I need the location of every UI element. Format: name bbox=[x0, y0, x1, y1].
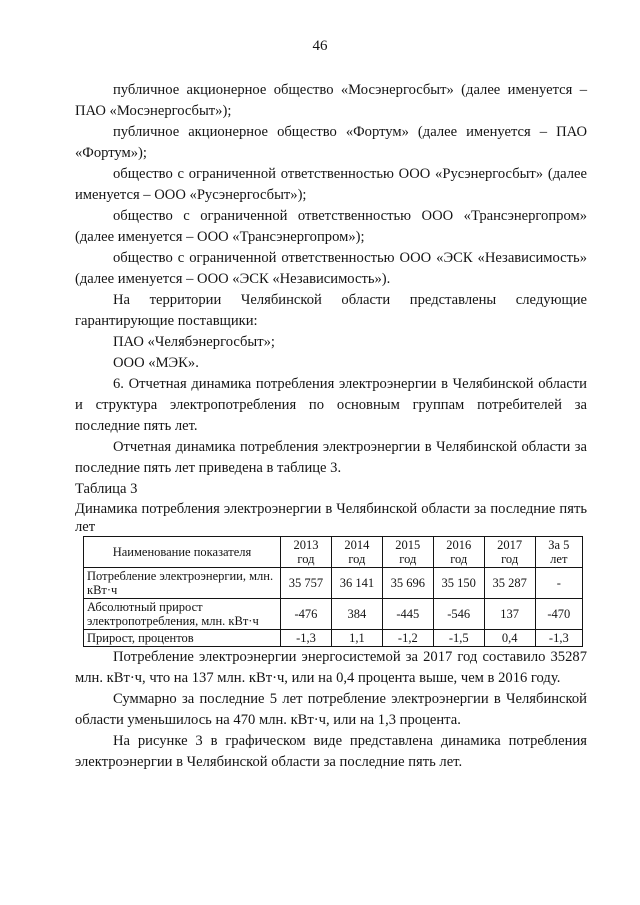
table-header-cell: 2013 год bbox=[281, 537, 332, 568]
table-header-cell: 2014 год bbox=[331, 537, 382, 568]
consumption-table bbox=[83, 536, 583, 647]
paragraph: общество с ограниченной ответственностью ООО «ЭСК «Независимость» (далее именуется – ООО «ЭСК «Независимость»). bbox=[75, 250, 587, 287]
paragraph: общество с ограниченной ответственностью ООО «Русэнергосбыт» (далее именуется – ООО «Русэнергосбыт»); bbox=[75, 166, 587, 203]
table-cell: - bbox=[535, 568, 582, 599]
table-cell: -1,3 bbox=[281, 630, 332, 647]
table-header-cell: 2015 год bbox=[382, 537, 433, 568]
table-cell: -546 bbox=[433, 599, 484, 630]
table-cell: 35 150 bbox=[433, 568, 484, 599]
table-cell: Прирост, процентов bbox=[84, 630, 281, 647]
document-body bbox=[75, 80, 587, 773]
table-label: Таблица 3 bbox=[75, 481, 138, 497]
paragraph: Суммарно за последние 5 лет потребление электроэнергии в Челябинской области уменьшилось на 470 млн. кВт·ч, или на 1,3 процента. bbox=[75, 691, 587, 728]
paragraph: ПАО «Челябэнергосбыт»; bbox=[113, 334, 275, 350]
table-row bbox=[84, 599, 583, 630]
table-header-cell: За 5 лет bbox=[535, 537, 582, 568]
table-cell: -1,5 bbox=[433, 630, 484, 647]
table-cell: 35 696 bbox=[382, 568, 433, 599]
paragraph: публичное акционерное общество «Фортум» (далее именуется – ПАО «Фортум»); bbox=[75, 124, 587, 161]
paragraph: На рисунке 3 в графическом виде представлена динамика потребления электроэнергии в Челябинской области за последние пять лет. bbox=[75, 733, 587, 770]
table-header-cell: 2017 год bbox=[484, 537, 535, 568]
table-cell: -470 bbox=[535, 599, 582, 630]
table-cell: 0,4 bbox=[484, 630, 535, 647]
table-cell: Абсолютный прирост электропотребления, млн. кВт·ч bbox=[84, 599, 281, 630]
paragraph: ООО «МЭК». bbox=[113, 355, 199, 371]
table-caption: Динамика потребления электроэнергии в Челябинской области за последние пять лет bbox=[75, 501, 587, 535]
table-header-row bbox=[84, 537, 583, 568]
table-cell: Потребление электроэнергии, млн. кВт·ч bbox=[84, 568, 281, 599]
table-cell: 137 bbox=[484, 599, 535, 630]
table-header-cell: 2016 год bbox=[433, 537, 484, 568]
paragraph: Потребление электроэнергии энергосистемой за 2017 год составило 35287 млн. кВт·ч, что на 137 млн. кВт·ч, или на 0,4 процента выше, чем в 2016 году. bbox=[75, 649, 587, 686]
table-cell: 36 141 bbox=[331, 568, 382, 599]
table-cell: -476 bbox=[281, 599, 332, 630]
table-cell: -445 bbox=[382, 599, 433, 630]
table-cell: 384 bbox=[331, 599, 382, 630]
paragraph: Отчетная динамика потребления электроэнергии в Челябинской области за последние пять лет приведена в таблице 3. bbox=[75, 439, 587, 476]
paragraph: 6. Отчетная динамика потребления электроэнергии в Челябинской области и структура электропотребления по основным группам потребителей за последние пять лет. bbox=[75, 376, 587, 434]
table-cell: 35 757 bbox=[281, 568, 332, 599]
paragraph: публичное акционерное общество «Мосэнергосбыт» (далее именуется – ПАО «Мосэнергосбыт»); bbox=[75, 82, 587, 119]
table-cell: -1,2 bbox=[382, 630, 433, 647]
paragraph: На территории Челябинской области представлены следующие гарантирующие поставщики: bbox=[75, 292, 587, 329]
table-row bbox=[84, 568, 583, 599]
page-number: 46 bbox=[312, 38, 328, 54]
table-row bbox=[84, 630, 583, 647]
table-cell: 1,1 bbox=[331, 630, 382, 647]
paragraph: общество с ограниченной ответственностью ООО «Трансэнергопром» (далее именуется – ООО «Трансэнергопром»); bbox=[75, 208, 587, 245]
table-header-cell: Наименование показателя bbox=[84, 537, 281, 568]
table-cell: 35 287 bbox=[484, 568, 535, 599]
table-cell: -1,3 bbox=[535, 630, 582, 647]
